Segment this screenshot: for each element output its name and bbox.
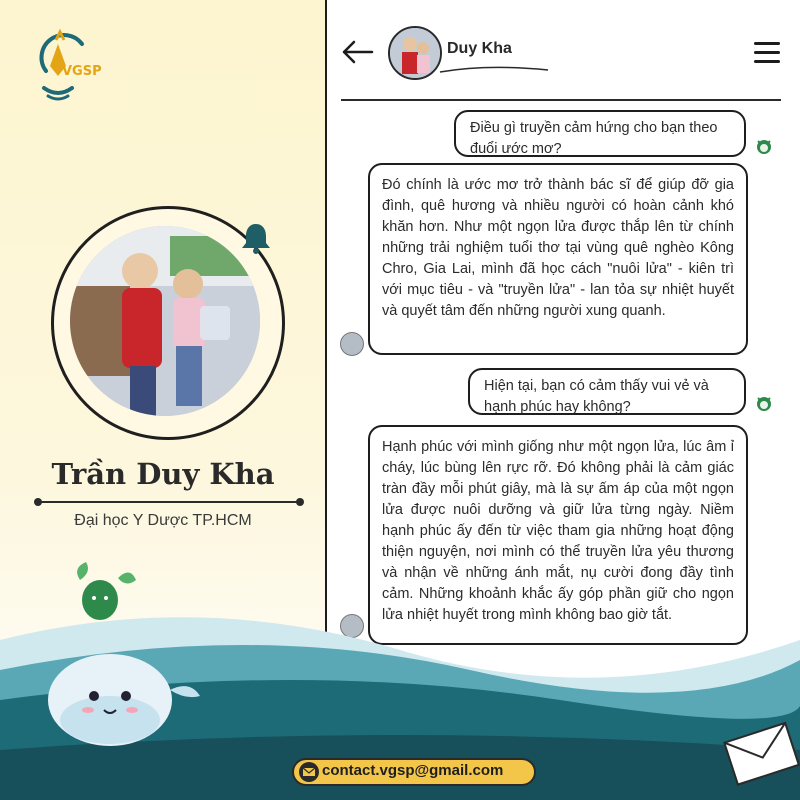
contact-email[interactable]: contact.vgsp@gmail.com [322, 762, 504, 779]
message-question-2: Hiện tại, bạn có cảm thấy vui vẻ và hạnh phúc hay không? [468, 368, 746, 415]
email-icon [298, 761, 320, 783]
bell-icon [238, 220, 274, 256]
logo-text: VGSP [62, 64, 102, 79]
contact-name: Duy Kha [447, 40, 512, 57]
envelope-icon [720, 704, 800, 794]
arrow-left-icon[interactable] [340, 38, 374, 66]
contact-mini-avatar [340, 332, 364, 356]
mascot-bot-icon [754, 393, 774, 415]
hamburger-menu-icon[interactable] [754, 42, 782, 64]
message-question-1: Điều gì truyền cảm hứng cho bạn theo đuổi ước mơ? [454, 110, 746, 157]
whale-mascot-icon [30, 560, 220, 760]
contact-name-underline [438, 62, 550, 76]
profile-name: Trần Duy Kha [51, 457, 275, 491]
contact-avatar[interactable] [388, 26, 442, 80]
chat-header-divider [341, 99, 781, 101]
profile-photo [70, 226, 260, 416]
mascot-bot-icon [754, 136, 774, 158]
name-divider [38, 501, 300, 503]
message-answer-2: Hạnh phúc với mình giống như một ngọn lửa, lúc âm ỉ cháy, lúc bùng lên rực rỡ. Đó không phải là cảm giác tràn đầy mỗi phút giây, mà là sự ấm áp của một ngọn lửa được nuôi dưỡng và giữ lửa từng ngày. Niềm hạnh phúc ấy đến từ việc tham gia những hoạt động thiện nguyện, nơi mình có thể truyền lửa yêu thương và nhận về những ánh mắt, nụ cười đong đầy tình cảm. Những khoảnh khắc ấy góp phần giữ cho ngọn lửa nhiệt huyết trong mình không bao giờ tắt. [368, 425, 748, 645]
profile-school: Đại học Y Dược TP.HCM [74, 512, 252, 529]
message-answer-1: Đó chính là ước mơ trở thành bác sĩ để giúp đỡ gia đình, quê hương và nhiều người có hoàn cảnh khó khăn hơn. Như một ngọn lửa được thắp lên từ chính những trải nghiệm tuổi thơ tại vùng quê nghèo Kông Chro, Gia Lai, mình đã học cách "nuôi lửa" - kiên trì với mục tiêu - và "truyền lửa" - lan tỏa sự nhiệt huyết và quyết tâm đến những người xung quanh. [368, 163, 748, 355]
